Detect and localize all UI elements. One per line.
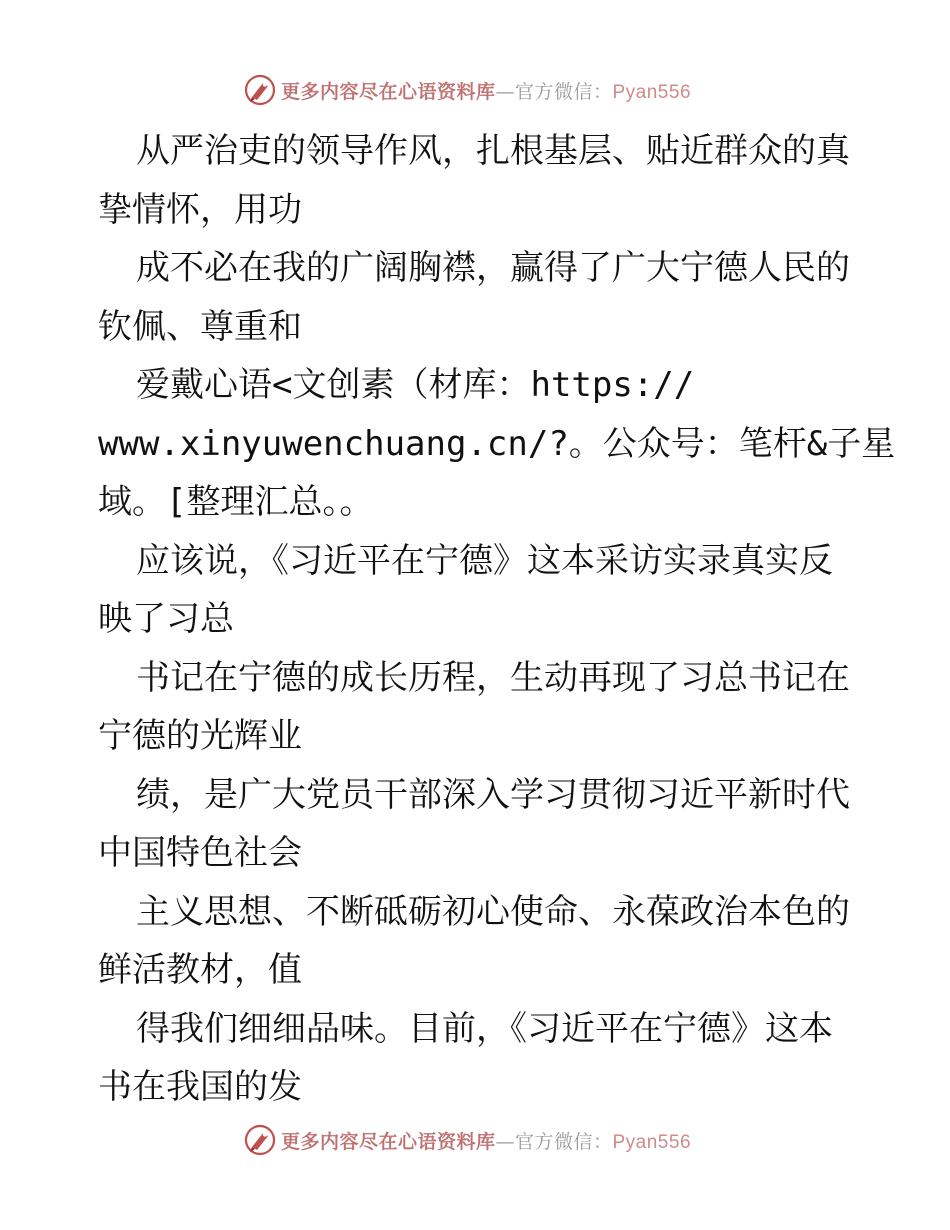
text-line: 爱戴心语<文创素（材库：https:// xyxy=(136,365,695,405)
pen-logo-icon xyxy=(243,1123,277,1157)
text-line: 书在我国的发 xyxy=(98,1067,302,1107)
text-line: 钦佩、尊重和 xyxy=(98,306,302,347)
text-line: 宁德的光辉业 xyxy=(98,716,302,756)
text-line: 得我们细细品味。目前，《习近平在宁德》这本 xyxy=(136,1008,833,1049)
footer-watermark-prefix: 更多内容尽在心语资料库 xyxy=(280,1130,496,1153)
text-line: 成不必在我的广阔胸襟，赢得了广大宁德人民的 xyxy=(136,248,850,288)
pen-logo-icon xyxy=(243,73,277,107)
header-watermark-text xyxy=(281,77,691,104)
text-line: 从严治吏的领导作风，扎根基层、贴近群众的真 xyxy=(136,131,850,171)
header-wechat-id: Pyan556 xyxy=(612,81,692,103)
text-line: 中国特色社会 xyxy=(98,833,302,873)
header-watermark-prefix: 更多内容尽在心语资料库 xyxy=(280,80,496,103)
footer-watermark-text xyxy=(281,1127,691,1154)
text-line: 鲜活教材，值 xyxy=(98,950,302,990)
header-watermark-inner xyxy=(243,73,691,107)
text-line: 绩，是广大党员干部深入学习贯彻习近平新时代 xyxy=(136,774,850,815)
header-watermark-dash: —官方微信： xyxy=(495,80,613,103)
footer-wechat-id: Pyan556 xyxy=(612,1131,692,1153)
footer-watermark-inner xyxy=(243,1123,691,1157)
text-line: 书记在宁德的成长历程，生动再现了习总书记在 xyxy=(136,657,850,698)
text-line: 域。[整理汇总。。 xyxy=(98,482,374,522)
text-line: 应该说，《习近平在宁德》这本采访实录真实反 xyxy=(136,540,833,581)
text-line: www.xinyuwenchuang.cn/?。公众号：笔杆&子星 xyxy=(98,423,896,464)
body-text xyxy=(98,122,896,1117)
footer-watermark xyxy=(0,1120,950,1160)
text-line: 挚情怀，用功 xyxy=(98,189,302,230)
text-line: 主义思想、不断砥砺初心使命、永葆政治本色的 xyxy=(136,891,850,932)
text-line: 映了习总 xyxy=(98,599,234,639)
header-watermark xyxy=(0,70,950,110)
footer-watermark-dash: —官方微信： xyxy=(495,1130,613,1153)
